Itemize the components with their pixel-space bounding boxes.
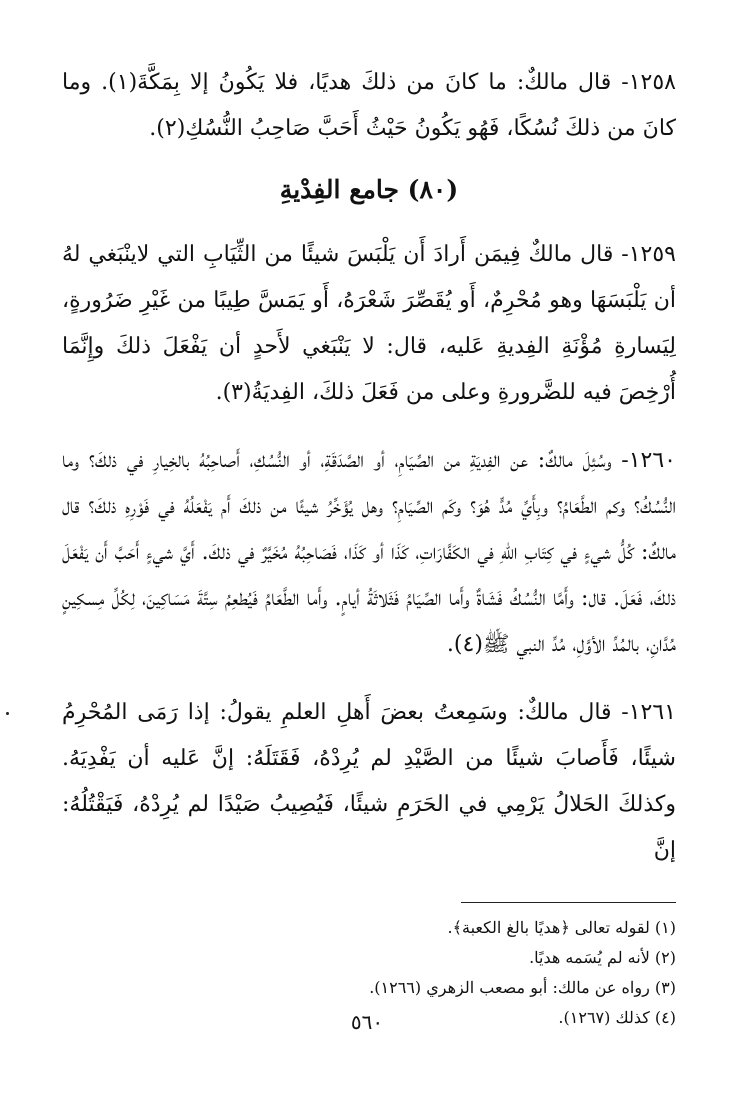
footnote-3: (٣) رواه عن مالك: أبو مصعب الزهري (١٢٦٦).: [369, 978, 676, 997]
entry-1258: [62, 60, 676, 152]
entry-1261: [62, 690, 676, 874]
paragraph-1261: ١٢٦١- قال مالكٌ: وسَمِعتُ بعضَ أَهلِ العلمِ يقولُ: إذا رَمَى المُحْرِمُ شيئًا، فَأَصابَ شيئًا من الصَّيْدِ لم يُرِدْهُ، فَقَتَلَهُ: إنَّ عَليه أن يَفْدِيَهُ. وكذلكَ الحَلالُ يَرْمِي في الحَرَمِ شيئًا، فَيُصِيبُ صَيْدًا لم يُرِدْهُ، فَيَقْتُلُهُ: إنَّ: [62, 700, 676, 863]
document-page: [62, 60, 676, 1033]
margin-mark: [6, 712, 9, 715]
paragraph-1258: ١٢٥٨- قال مالكٌ: ما كانَ من ذلكَ هديًا، فلا يَكُونُ إلا بِمَكَّةَ(١). وما كانَ من ذلكَ نُسُكًا، فَهُو يَكُونُ حَيْثُ أَحَبَّ صَاحِبُ النُّسُكِ(٢).: [62, 70, 676, 141]
entry-1259: [62, 232, 676, 416]
footnote-4: (٤) كذلك (١٢٦٧).: [558, 1008, 676, 1027]
paragraph-gap: [62, 428, 676, 438]
footnote-divider: [461, 902, 676, 903]
footnote-2: (٢) لأنه لم يُسَمه هديًا.: [529, 948, 676, 967]
paragraph-1260: ١٢٦٠- وسُئِلَ مالكٌ: عن الفِديَةِ من الصِّيَامِ، أو الصَّدَقَةِ، أو النُّسُكِ، أَصاحِبُهُ بالخِيارِ في ذلكَ؟ وما النُّسُكُ؟ وكم الطَّعَامُ؟ وبِأَيِّ مُدٍّ هُوَ؟ وكَم الصِّيَامِ؟ وهل يُؤَخِّرُ شيئًا من ذلكَ أَم يَفْعَلُهُ في فَوْرِهِ ذلكَ؟ قال مالكٌ: كُلُّ شيءٍ في كِتَابِ اللهِ في الكَفَّارَاتِ، كَذَا أو كَذَا، فَصَاحِبُهُ مُخَيَّرٌ في ذلكَ. أَيَّ شيءٍ أَحَبَّ أَن يَفْعَلَ ذلكَ، فَعَلَ. قال: وأَمَّا النُّسُكُ فَشَاةٌ وأَما الصِّيَامُ فَثَلاثَةُ أيامٍ. وأَما الطَّعَامُ فَيُطعِمُ سِتَّةَ مَسَاكِينَ، لِكُلِّ مِسكِينٍ مُدَّانِ، بالمُدِّ الأوَّلِ، مُدِّ النبي ﷺ(٤).: [62, 448, 676, 657]
footnote-1: (١) لقوله تعالى ﴿هديًا بالغ الكعبة﴾.: [447, 918, 676, 937]
page-number: ٥٦٠: [350, 1010, 384, 1034]
paragraph-1259: ١٢٥٩- قال مالكٌ فِيمَن أَرادَ أَن يَلْبَسَ شيئًا من الثِّيَابِ التي لاينْبَغي لهُ أن يَلْبَسَهَا وهو مُحْرِمٌ، أَو يُقَصِّرَ شَعْرَهُ، أَو يَمَسَّ طِيبًا من غَيْرِ ضَرُورةٍ، لِيَسارةِ مُؤْنَةِ الفِديةِ عَليه، قال: لا يَنْبَغي لأَحدٍ أن يَفْعَلَ ذلكَ وإِنَّمَا أُرْخِصَ فيه للضَّرورةِ وعلى من فَعَلَ ذلكَ، الفِديَةُ(٣).: [62, 242, 676, 405]
paragraph-gap: [62, 680, 676, 690]
entry-1260: [62, 438, 676, 668]
chapter-heading: (٨٠) جامع الفِدْيةِ: [279, 175, 459, 204]
